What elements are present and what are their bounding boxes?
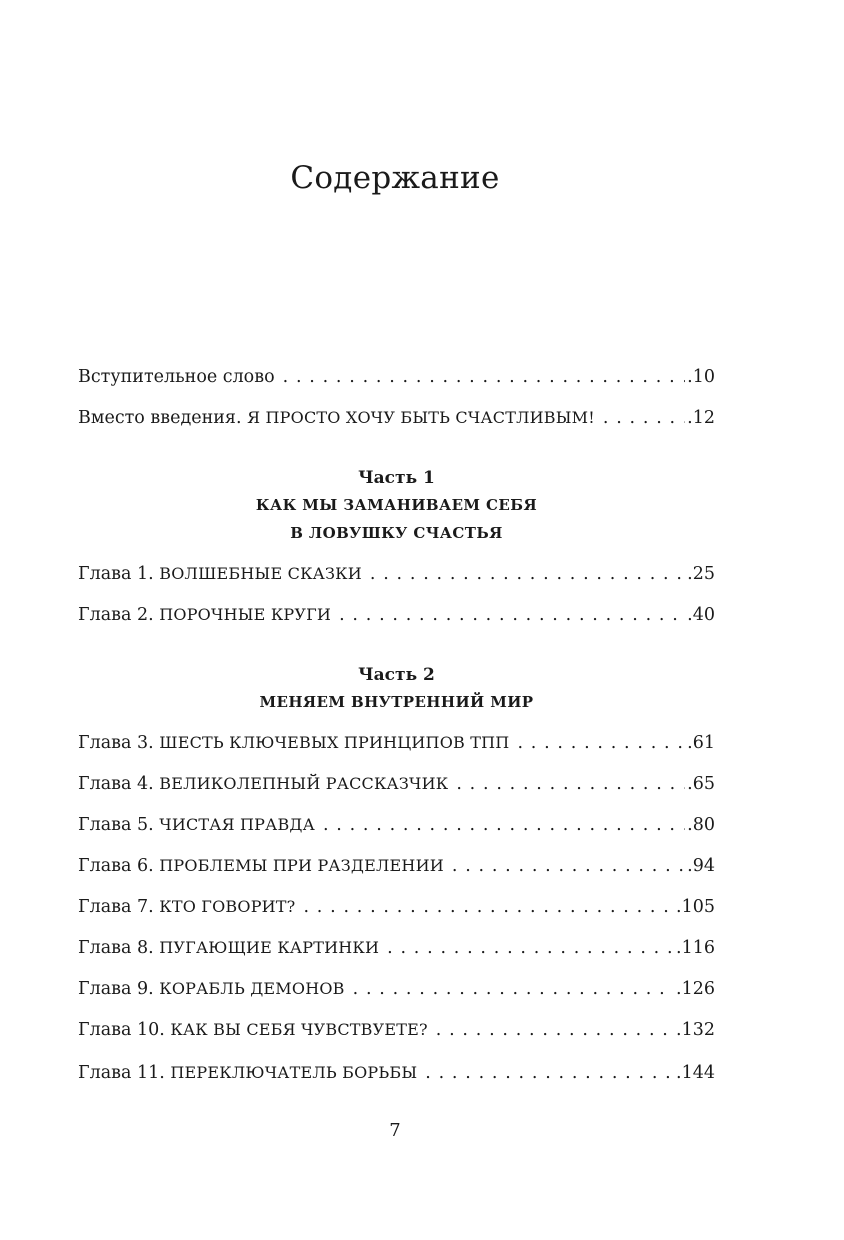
- toc-entry-page: .105: [676, 897, 715, 917]
- toc-entry-chapter-1[interactable]: [78, 564, 715, 590]
- part-title-line: КАК МЫ ЗАМАНИВАЕМ СЕБЯ: [255, 496, 538, 514]
- toc-entry-chapter-2[interactable]: [78, 605, 715, 631]
- toc-entry-label: Глава 8. ПУГАЮЩИЕ КАРТИНКИ: [78, 938, 380, 958]
- dot-leader: [303, 897, 674, 917]
- toc-entry-page: .80: [687, 815, 715, 835]
- toc-entry-page: .10: [687, 367, 715, 387]
- dot-leader: [456, 774, 685, 794]
- toc-entry-page: .25: [687, 564, 715, 584]
- part-title-line: В ЛОВУШКУ СЧАСТЬЯ: [290, 524, 503, 542]
- toc-entry-introduction[interactable]: [78, 408, 715, 434]
- toc-entry-chapter-11[interactable]: [78, 1063, 715, 1089]
- toc-entry-label: Глава 1. ВОЛШЕБНЫЕ СКАЗКИ: [78, 564, 362, 584]
- dot-leader: [353, 979, 674, 999]
- toc-entry-chapter-4[interactable]: [78, 774, 715, 800]
- dot-leader: [425, 1063, 674, 1083]
- toc-entry-label: Вместо введения. Я ПРОСТО ХОЧУ БЫТЬ СЧАСТЛИВЫМ!: [78, 408, 595, 428]
- part-title-line: МЕНЯЕМ ВНУТРЕННИЙ МИР: [259, 693, 534, 711]
- toc-entry-label: Глава 10. КАК ВЫ СЕБЯ ЧУВСТВУЕТЕ?: [78, 1020, 428, 1040]
- part-2-heading: [78, 662, 715, 716]
- toc-entry-label: Глава 5. ЧИСТАЯ ПРАВДА: [78, 815, 315, 835]
- toc-entry-page: .132: [676, 1020, 715, 1040]
- toc-entry-label: Глава 3. ШЕСТЬ КЛЮЧЕВЫХ ПРИНЦИПОВ ТПП: [78, 733, 510, 753]
- toc-entry-caps-title: Я ПРОСТО ХОЧУ БЫТЬ СЧАСТЛИВЫМ!: [247, 408, 595, 427]
- toc-entry-label: Глава 6. ПРОБЛЕМЫ ПРИ РАЗДЕЛЕНИИ: [78, 856, 444, 876]
- toc-entry-page: .65: [687, 774, 715, 794]
- dot-leader: [323, 815, 685, 835]
- dot-leader: [517, 733, 685, 753]
- toc-entry-chapter-9[interactable]: [78, 979, 715, 1005]
- toc-entry-page: .144: [676, 1063, 715, 1083]
- toc-entry-chapter-7[interactable]: [78, 897, 715, 923]
- toc-entry-page: .94: [687, 856, 715, 876]
- toc-entry-page: .61: [687, 733, 715, 753]
- dot-leader: [339, 605, 685, 625]
- toc-entry-page: .116: [676, 938, 715, 958]
- part-number: Часть 1: [358, 468, 435, 488]
- toc-entry-chapter-5[interactable]: [78, 815, 715, 841]
- dot-leader: [436, 1020, 674, 1040]
- toc-entry-page: .40: [687, 605, 715, 625]
- toc-entry-chapter-10[interactable]: [78, 1020, 715, 1046]
- toc-entry-label: Глава 4. ВЕЛИКОЛЕПНЫЙ РАССКАЗЧИК: [78, 774, 449, 794]
- dot-leader: [370, 564, 685, 584]
- toc-entry-label: Глава 7. КТО ГОВОРИТ?: [78, 897, 296, 917]
- page-title: Содержание: [290, 160, 500, 196]
- toc-entry-page: .12: [687, 408, 715, 428]
- page-number: 7: [389, 1120, 401, 1141]
- toc-entry-chapter-6[interactable]: [78, 856, 715, 882]
- toc-entry-foreword[interactable]: [78, 367, 715, 393]
- toc-entry-chapter-3[interactable]: [78, 733, 715, 759]
- dot-leader: [603, 408, 685, 428]
- toc-entry-label: Глава 2. ПОРОЧНЫЕ КРУГИ: [78, 605, 332, 625]
- dot-leader: [387, 938, 674, 958]
- part-1-heading: [78, 465, 715, 547]
- toc-entry-label: Глава 9. КОРАБЛЬ ДЕМОНОВ: [78, 979, 345, 999]
- toc-entry-page: .126: [676, 979, 715, 999]
- dot-leader: [452, 856, 685, 876]
- toc-entry-label: Вступительное слово: [78, 367, 275, 387]
- toc-entry-chapter-8[interactable]: [78, 938, 715, 964]
- toc-entry-label: Глава 11. ПЕРЕКЛЮЧАТЕЛЬ БОРЬБЫ: [78, 1063, 418, 1083]
- part-number: Часть 2: [358, 665, 435, 685]
- dot-leader: [283, 367, 686, 387]
